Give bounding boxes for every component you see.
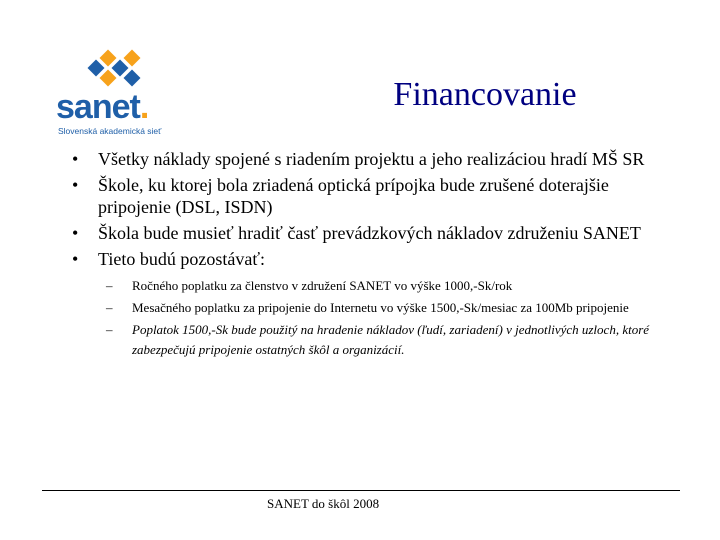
sub-bullet-list [98, 276, 682, 360]
sub-bullet-item [102, 276, 682, 296]
bullet-text: Tieto budú pozostávať: [98, 249, 266, 269]
dash-marker: – [106, 278, 113, 293]
sub-bullet-text: Poplatok 1500,-Sk bude použitý na hradenie nákladov (ľudí, zariadení) v jednotlivých uzloch, ktoré zabezpečujú pripojenie ostatných škôl a organizácií. [132, 322, 650, 357]
logo-wordmark: sanet. [56, 88, 149, 126]
bullet-text: Všetky náklady spojené s riadením projektu a jeho realizáciou hradí MŠ SR [98, 149, 645, 169]
bullet-marker: • [72, 175, 79, 195]
sub-bullet-text: Ročného poplatku za členstvo v združení SANET vo výške 1000,-Sk/rok [132, 278, 513, 293]
sub-bullet-text: Mesačného poplatku za pripojenie do Internetu vo výške 1500,-Sk/mesiac za 100Mb pripojenie [132, 300, 629, 315]
footer-text: SANET do škôl 2008 [267, 496, 380, 511]
sanet-logo [52, 48, 182, 138]
dash-marker: – [106, 322, 113, 337]
bullet-item [72, 222, 682, 244]
bullet-marker: • [72, 249, 79, 269]
sub-bullet-item [102, 320, 682, 360]
bullet-marker: • [72, 149, 79, 169]
bullet-marker: • [72, 223, 79, 243]
slide-title: Financovanie [393, 76, 577, 113]
footer-divider [42, 490, 680, 491]
sub-bullet-item [102, 298, 682, 318]
bullet-item [72, 174, 682, 218]
bullet-list [72, 148, 682, 364]
logo-tagline: Slovenská akademická sieť [58, 126, 162, 136]
cubes-logo-icon [82, 48, 152, 92]
dash-marker: – [106, 300, 113, 315]
bullet-text: Škole, ku ktorej bola zriadená optická prípojka bude zrušené doterajšie pripojenie (DSL, ISDN) [98, 175, 609, 217]
bullet-text: Škola bude musieť hradiť časť prevádzkových nákladov združeniu SANET [98, 223, 641, 243]
bullet-item [72, 248, 682, 360]
bullet-item [72, 148, 682, 170]
